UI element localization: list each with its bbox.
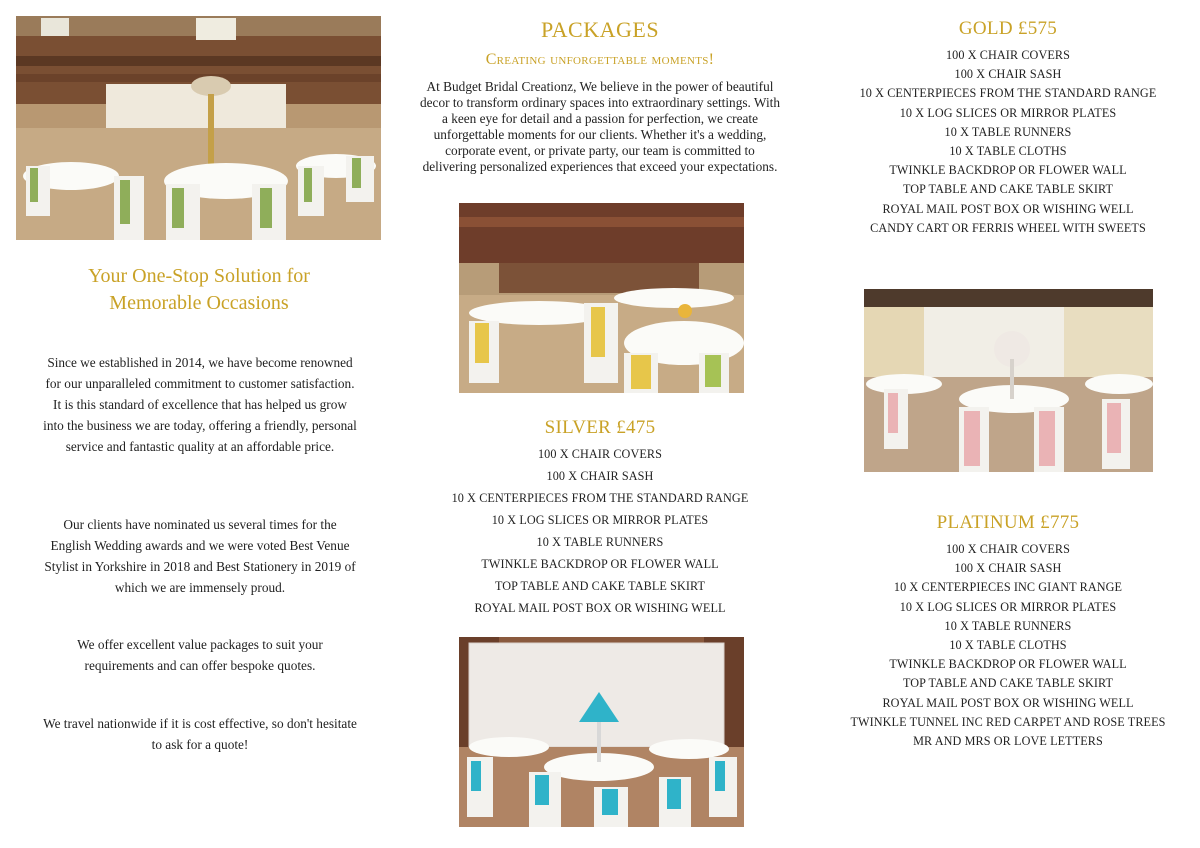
list-item: 10 X TABLE CLOTHS [949, 143, 1067, 158]
list-item: TWINKLE BACKDROP OR FLOWER WALL [481, 557, 719, 571]
platinum-item-list [818, 540, 1198, 751]
list-item: TWINKLE TUNNEL INC RED CARPET AND ROSE TREES [850, 714, 1166, 729]
list-item: 100 X CHAIR SASH [954, 67, 1062, 82]
list-item: CANDY CART OR FERRIS WHEEL WITH SWEETS [870, 220, 1146, 235]
photo-hall-yellow-sashes [459, 203, 744, 393]
photo-hall-green-sashes [16, 16, 381, 240]
platinum-title: PLATINUM £775 [936, 512, 1080, 533]
left-heading [16, 263, 382, 317]
list-item: 100 X CHAIR SASH [546, 469, 654, 483]
travel-paragraph: We travel nationwide if it is cost effective, so don't hesitate to ask for a quote! [43, 716, 357, 752]
list-item: ROYAL MAIL POST BOX OR WISHING WELL [882, 201, 1134, 216]
list-item: 10 X TABLE RUNNERS [944, 618, 1072, 633]
list-item: TOP TABLE AND CAKE TABLE SKIRT [902, 676, 1114, 691]
list-item: 100 X CHAIR COVERS [945, 48, 1071, 62]
gold-item-list [818, 46, 1198, 238]
list-item: 10 X CENTERPIECES FROM THE STANDARD RANGE [859, 86, 1157, 101]
list-item: 10 X TABLE RUNNERS [536, 535, 664, 549]
about-paragraph: Since we established in 2014, we have become renowned for our unparalleled commitment to customer satisfaction. It is this standard of excellence that has helped us grow into the business we are today, offering a friendly, personal service and fantastic quality at an affordable price. [43, 355, 357, 454]
list-item: 10 X TABLE CLOTHS [949, 637, 1067, 652]
list-item: 100 X CHAIR COVERS [945, 542, 1071, 556]
tagline: Creating unforgettable moments! [485, 51, 715, 68]
list-item: TOP TABLE AND CAKE TABLE SKIRT [494, 579, 706, 593]
list-item: ROYAL MAIL POST BOX OR WISHING WELL [474, 601, 726, 615]
list-item: 10 X LOG SLICES OR MIRROR PLATES [491, 513, 709, 527]
list-item: 100 X CHAIR SASH [954, 561, 1062, 576]
photo-room-pink-sashes [864, 289, 1153, 472]
silver-item-list [420, 443, 780, 619]
silver-title: SILVER £475 [544, 417, 656, 438]
awards-paragraph: Our clients have nominated us several times for the English Wedding awards and we were voted Best Venue Stylist in Yorkshire in 2018 and Best Stationery in 2019 of which we are immensely proud. [44, 517, 356, 595]
list-item: TWINKLE BACKDROP OR FLOWER WALL [889, 657, 1127, 672]
list-item: TOP TABLE AND CAKE TABLE SKIRT [902, 182, 1114, 197]
list-item: 10 X CENTERPIECES FROM THE STANDARD RANGE [451, 491, 749, 505]
packages-title: PACKAGES [540, 17, 660, 42]
packages-paragraph: We offer excellent value packages to suit your requirements and can offer bespoke quotes. [77, 637, 323, 673]
list-item: 10 X TABLE RUNNERS [944, 124, 1072, 139]
photo-hall-teal-sashes [459, 637, 744, 827]
left-heading-line1: Your One-Stop Solution for [88, 265, 310, 287]
left-heading-line2: Memorable Occasions [109, 292, 289, 314]
list-item: MR AND MRS OR LOVE LETTERS [913, 733, 1103, 748]
gold-title: GOLD £575 [958, 18, 1058, 39]
list-item: 10 X LOG SLICES OR MIRROR PLATES [899, 105, 1117, 120]
list-item: ROYAL MAIL POST BOX OR WISHING WELL [882, 695, 1134, 710]
list-item: 100 X CHAIR COVERS [537, 447, 663, 461]
list-item: TWINKLE BACKDROP OR FLOWER WALL [889, 163, 1127, 178]
intro-paragraph: At Budget Bridal Creationz, We believe in the power of beautiful decor to transform ordinary spaces into extraordinary settings. With a keen eye for detail and a passion for perfection, we create unforgettable moments for our clients. Whether it's a wedding, corporate event, or private party, our team is committed to delivering personalized experiences that exceed your expectations. [420, 79, 780, 174]
list-item: 10 X CENTERPIECES INC GIANT RANGE [893, 580, 1123, 595]
list-item: 10 X LOG SLICES OR MIRROR PLATES [899, 599, 1117, 614]
